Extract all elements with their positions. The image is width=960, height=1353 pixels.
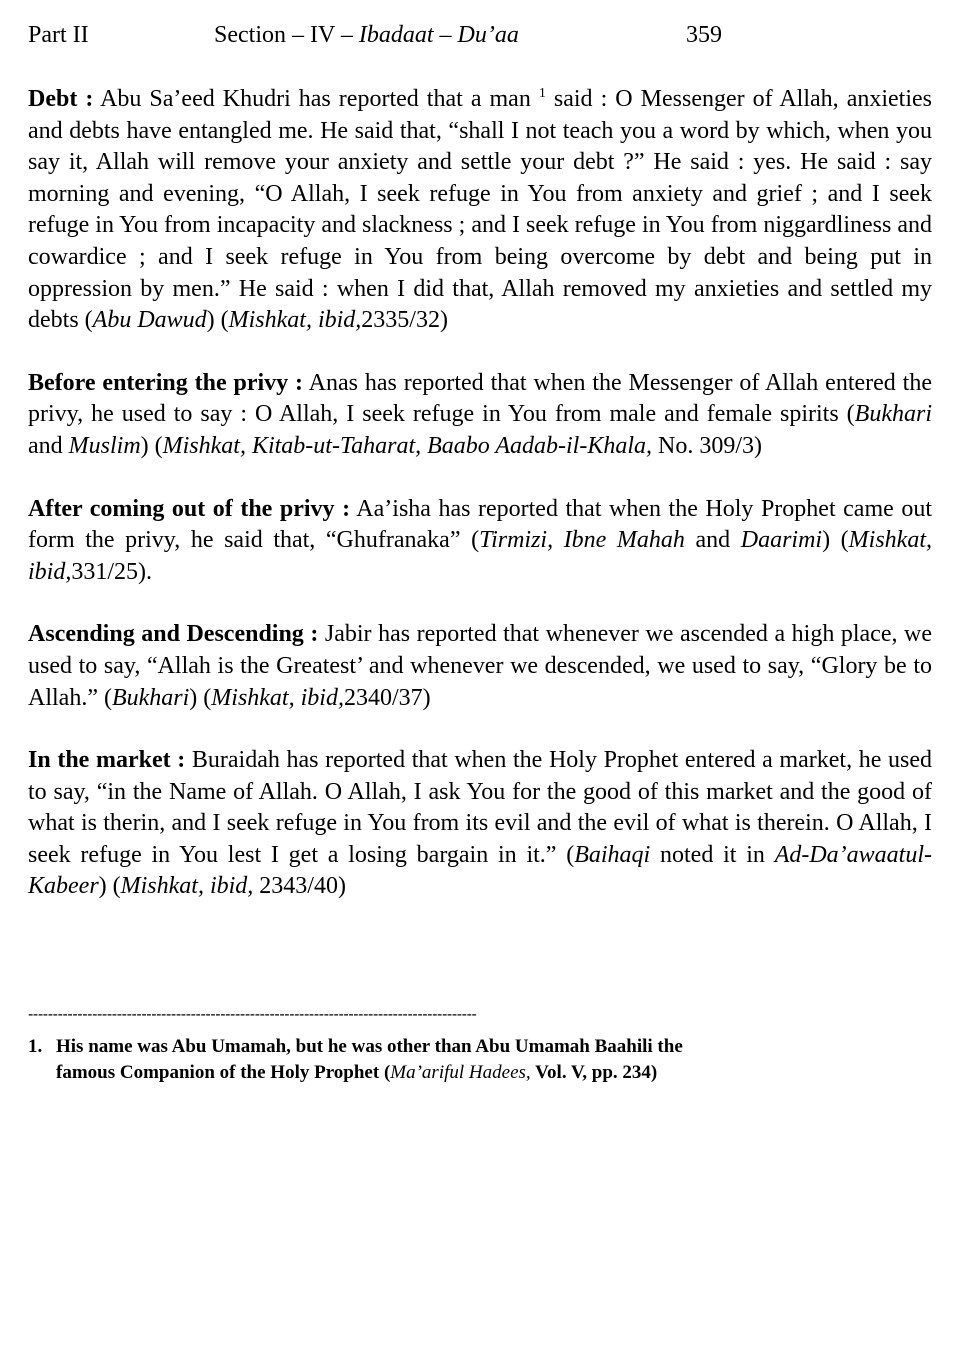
- paragraph-text: 2335/32): [361, 307, 448, 334]
- footnote-text: [56, 1034, 728, 1086]
- footnote-number: 1.: [28, 1036, 43, 1057]
- footnote-text-part: Vol. V, pp. 234): [530, 1062, 658, 1083]
- paragraph-text: Aa’isha has reported that when the Holy Prophet came out form the privy, he said that, “Ghufranaka” (: [28, 495, 932, 554]
- header-section-prefix: Section – IV –: [214, 22, 359, 48]
- page-body: [28, 84, 932, 934]
- paragraph-text: said : O Messenger of Allah, anxieties and debts have entangled me. He said that, “shall I not teach you a word by which, when you say it, Allah will remove your anxiety and settle your debt ?” He said : yes. He said : say morning and evening, “O Allah, I seek refuge in You from anxiety and grief ; and I seek refuge in You from incapacity and slackness ; and I seek refuge in You from niggardliness and cowardice ; and I seek refuge in You from being overcome by debt and being put in oppression by men.” He said : when I did that, Allah removed my anxieties and settled my debts (: [28, 86, 932, 334]
- paragraph-market: [28, 745, 932, 903]
- paragraph-text: ) (: [98, 873, 121, 900]
- citation: Abu Dawud: [92, 307, 207, 334]
- paragraph-text: 331/25).: [71, 558, 153, 585]
- citation: Baihaqi: [574, 841, 651, 868]
- citation: Tirmizi, Ibne Mahah: [479, 527, 685, 554]
- paragraph-label: Ascending and Descending :: [28, 621, 319, 648]
- paragraph-text: ) (: [140, 432, 163, 459]
- citation: Ma’ariful Hadees,: [390, 1062, 531, 1083]
- paragraph-privy-exit: [28, 494, 932, 589]
- paragraph-text: Jabir has reported that whenever we ascended a high place, we used to say, “Allah is the Greatest’ and whenever we descended, we used to say, “Glory be to Allah.” (: [28, 621, 933, 711]
- footnote-separator: -------------------------------------------------------------------------------------------: [28, 1006, 477, 1023]
- citation: Mishkat, ibid,: [120, 873, 254, 900]
- paragraph-text: Abu Sa’eed Khudri has reported that a man: [93, 86, 539, 112]
- header-section-title: Ibadaat – Du’aa: [358, 22, 519, 48]
- footnote-ref: 1: [538, 86, 546, 101]
- page-header: [28, 22, 932, 54]
- paragraph-text: ) (: [206, 307, 229, 334]
- paragraph-text: ) (: [189, 684, 212, 711]
- header-section: [214, 22, 519, 49]
- paragraph-label: Before entering the privy :: [28, 369, 304, 396]
- paragraph-text: and: [28, 432, 69, 459]
- citation: Bukhari: [854, 401, 932, 428]
- page-number: 359: [686, 22, 722, 48]
- citation: Muslim: [68, 432, 141, 459]
- paragraph-text: 2340/37): [343, 684, 431, 711]
- header-part: Part II: [28, 22, 89, 48]
- citation: Mishkat, ibid,: [211, 684, 344, 711]
- paragraph-text: 2343/40): [253, 873, 346, 900]
- paragraph-label: In the market :: [28, 747, 186, 774]
- citation: Bukhari: [111, 684, 190, 711]
- footnote: [28, 1034, 728, 1086]
- citation: Mishkat, Kitab-ut-Taharat, Baabo Aadab-il-Khala,: [162, 432, 652, 459]
- citation: Ad-Da’awaatul-Kabeer: [28, 841, 932, 900]
- citation: Daarimi: [740, 527, 823, 554]
- paragraph-debt: [28, 84, 932, 337]
- paragraph-label: Debt :: [28, 86, 94, 112]
- paragraph-text: Anas has reported that when the Messenger of Allah entered the privy, he used to say : O Allah, I seek refuge in You from male and female spirits (: [28, 369, 932, 428]
- citation: Mishkat, ibid,: [28, 527, 932, 585]
- paragraph-ascending: [28, 619, 932, 714]
- citation: Mishkat, ibid,: [228, 307, 362, 334]
- footnote-text-part: His name was Abu Umamah, but he was other than Abu Umamah Baahili the famous Companion of the Holy Prophet (: [56, 1036, 683, 1083]
- paragraph-text: Buraidah has reported that when the Holy Prophet entered a market, he used to say, “in the Name of Allah. O Allah, I ask You for the good of this market and the good of what is therin, and I seek refuge in You from its evil and the evil of what is therein. O Allah, I seek refuge in You lest I get a losing bargain in it.” (: [28, 747, 932, 868]
- paragraph-label: After coming out of the privy :: [28, 495, 351, 522]
- paragraph-privy-enter: [28, 368, 932, 463]
- paragraph-text: and: [684, 527, 741, 554]
- paragraph-text: noted it in: [650, 841, 775, 868]
- paragraph-text: No. 309/3): [652, 432, 762, 459]
- paragraph-text: ) (: [822, 527, 849, 554]
